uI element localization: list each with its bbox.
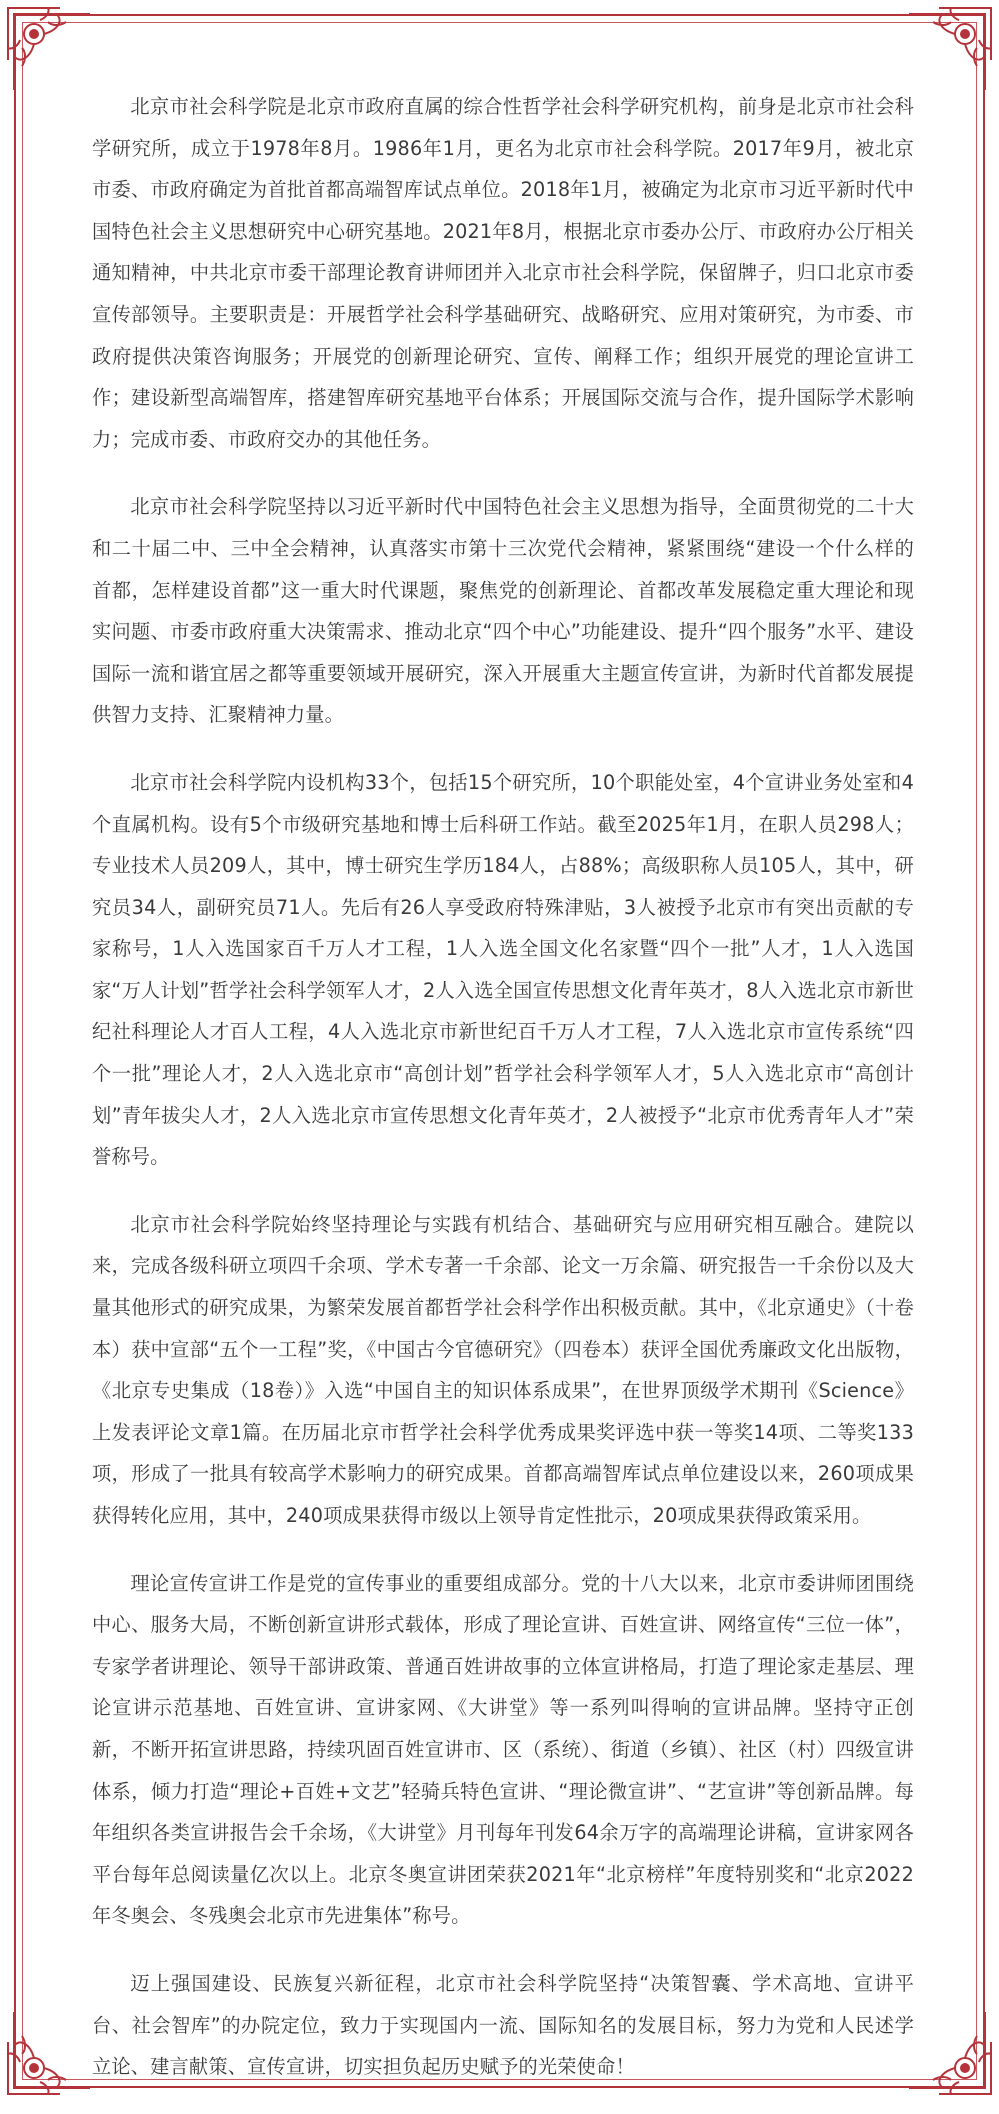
- article-body: [92, 86, 914, 2114]
- paragraph-theory-propaganda: 理论宣传宣讲工作是党的宣传事业的重要组成部分。党的十八大以来，北京市委讲师团围绕中心、服务大局，不断创新宣讲形式载体，形成了理论宣讲、百姓宣讲、网络宣传“三位一体”，专家学者讲理论、领导干部讲政策、普通百姓讲故事的立体宣讲格局，打造了理论家走基层、理论宣讲示范基地、百姓宣讲、宣讲家网、《大讲堂》等一系列叫得响的宣讲品牌。坚持守正创新，不断开拓宣讲思路，持续巩固百姓宣讲市、区（系统）、街道（乡镇）、社区（村）四级宣讲体系，倾力打造“理论+百姓+文艺”轻骑兵特色宣讲、“理论微宣讲”、“艺宣讲”等创新品牌。每年组织各类宣讲报告会千余场，《大讲堂》月刊每年刊发64余万字的高端理论讲稿，宣讲家网各平台每年总阅读量亿次以上。北京冬奥宣讲团荣获2021年“北京榜样”年度特别奖和“北京2022年冬奥会、冬残奥会北京市先进集体”称号。: [92, 1571, 914, 1928]
- paragraph-guiding-thought: 北京市社会科学院坚持以习近平新时代中国特色社会主义思想为指导，全面贯彻党的二十大和二十届二中、三中全会精神，认真落实市第十三次党代会精神，紧紧围绕“建设一个什么样的首都，怎样建设首都”这一重大时代课题，聚焦党的创新理论、首都改革发展稳定重大理论和现实问题、市委市政府重大决策需求、推动北京“四个中心”功能建设、提升“四个服务”水平、建设国际一流和谐宜居之都等重要领域开展研究，深入开展重大主题宣传宣讲，为新时代首都发展提供智力支持、汇聚精神力量。: [92, 495, 914, 727]
- paragraph-mission: 迈上强国建设、民族复兴新征程，北京市社会科学院坚持“决策智囊、学术高地、宣讲平台、社会智库”的办院定位，致力于实现国内一流、国际知名的发展目标，努力为党和人民述学立论、建言献策、宣传宣讲，切实担负起历史赋予的光荣使命！: [92, 1971, 914, 2079]
- paragraph-organization-staff: 北京市社会科学院内设机构33个，包括15个研究所，10个职能处室，4个宣讲业务处室和4个直属机构。设有5个市级研究基地和博士后科研工作站。截至2025年1月，在职人员298人；专业技术人员209人，其中，博士研究生学历184人，占88%；高级职称人员105人，其中，研究员34人，副研究员71人。先后有26人享受政府特殊津贴，3人被授予北京市有突出贡献的专家称号，1人入选国家百千万人才工程，1人入选全国文化名家暨“四个一批”人才，1人入选国家“万人计划”哲学社会科学领军人才，2人入选全国宣传思想文化青年英才，8人入选北京市新世纪社科理论人才百人工程，4人入选北京市新世纪百千万人才工程，7人入选北京市宣传系统“四个一批”理论人才，2人入选北京市“高创计划”哲学社会科学领军人才，5人入选北京市“高创计划”青年拔尖人才，2人入选北京市宣传思想文化青年英才，2人被授予“北京市优秀青年人才”荣誉称号。: [92, 770, 914, 1169]
- paragraph-history: 北京市社会科学院是北京市政府直属的综合性哲学社会科学研究机构，前身是北京市社会科学研究所，成立于1978年8月。1986年1月，更名为北京市社会科学院。2017年9月，被北京市委、市政府确定为首批首都高端智库试点单位。2018年1月，被确定为北京市习近平新时代中国特色社会主义思想研究中心研究基地。2021年8月，根据北京市委办公厅、市政府办公厅相关通知精神，中共北京市委干部理论教育讲师团并入北京市社会科学院，保留牌子，归口北京市委宣传部领导。主要职责是：开展哲学社会科学基础研究、战略研究、应用对策研究，为市委、市政府提供决策咨询服务；开展党的创新理论研究、宣传、阐释工作；组织开展党的理论宣讲工作；建设新型高端智库，搭建智库研究基地平台体系；开展国际交流与合作，提升国际学术影响力；完成市委、市政府交办的其他任务。: [92, 95, 914, 451]
- paragraph-research-achievements: 北京市社会科学院始终坚持理论与实践有机结合、基础研究与应用研究相互融合。建院以来，完成各级科研立项四千余项、学术专著一千余部、论文一万余篇、研究报告一千余份以及大量其他形式的研究成果，为繁荣发展首都哲学社会科学作出积极贡献。其中，《北京通史》（十卷本）获中宣部“五个一工程”奖，《中国古今官德研究》（四卷本）获评全国优秀廉政文化出版物，《北京专史集成（18卷）》入选“中国自主的知识体系成果”，在世界顶级学术期刊《Science》上发表评论文章1篇。在历届北京市哲学社会科学优秀成果奖评选中获一等奖14项、二等奖133项，形成了一批具有较高学术影响力的研究成果。首都高端智库试点单位建设以来，260项成果获得转化应用，其中，240项成果获得市级以上领导肯定性批示，20项成果获得政策采用。: [92, 1212, 914, 1527]
